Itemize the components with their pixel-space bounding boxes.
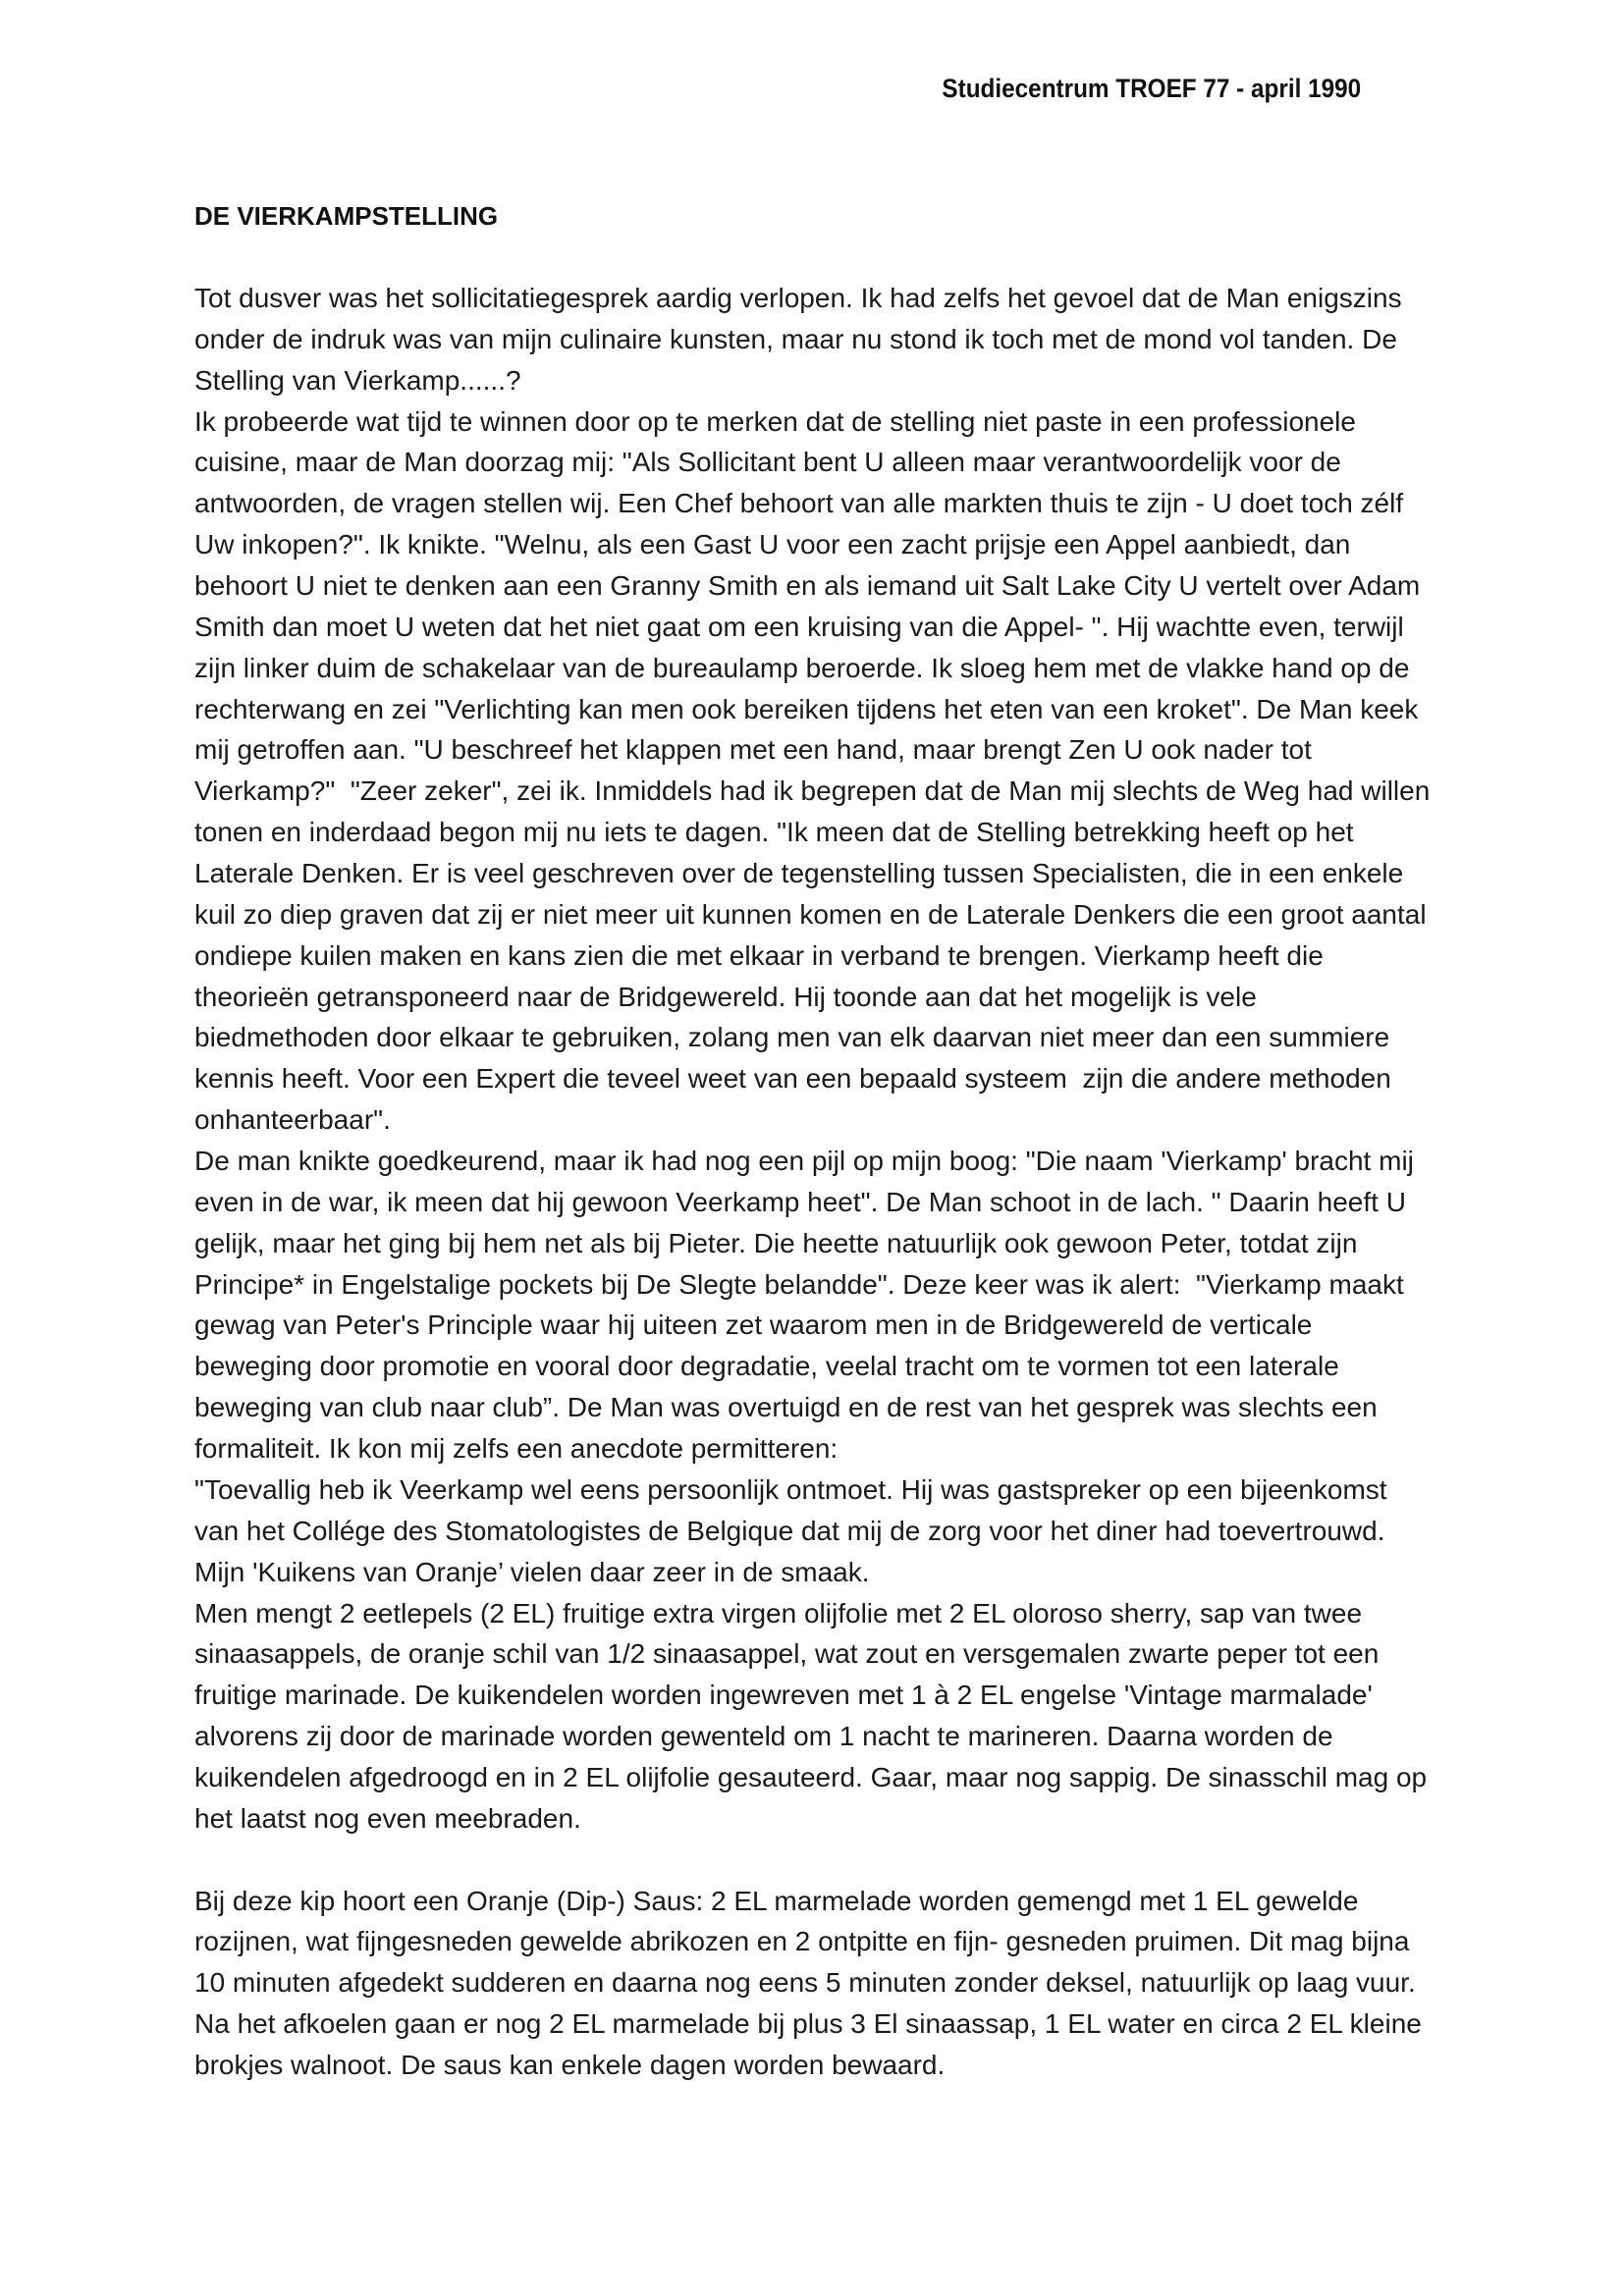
body-line: De man knikte goedkeurend, maar ik had nog een pijl op mijn boog: "Die naam 'Vierkamp' bracht mij: [194, 1146, 1414, 1177]
body-line: Bij deze kip hoort een Oranje (Dip-) Saus: 2 EL marmelade worden gemengd met 1 EL gewelde: [194, 1885, 1359, 1916]
body-line: kennis heeft. Voor een Expert die teveel weet van een bepaald systeem zijn die andere methoden: [194, 1063, 1391, 1095]
body-line: formaliteit. Ik kon mij zelfs een anecdote permitteren:: [194, 1433, 839, 1465]
paragraph-block-sauce: [194, 1881, 1430, 2086]
body-line: Stelling van Vierkamp......?: [194, 364, 521, 396]
body-line: Vierkamp?" "Zeer zeker", zei ik. Inmiddels had ik begrepen dat de Man mij slechts de Weg had willen: [194, 775, 1431, 807]
body-line: onder de indruk was van mijn culinaire kunsten, maar nu stond ik toch met de mond vol tanden. De: [194, 323, 1397, 354]
body-line: antwoorden, de vragen stellen wij. Een Chef behoort van alle markten thuis te zijn - U doet toch zélf: [194, 488, 1404, 519]
body-line: beweging door promotie en vooral door degradatie, veelal tracht om te vormen tot een laterale: [194, 1351, 1339, 1382]
body-line: het laatst nog even meebraden.: [194, 1802, 581, 1834]
body-line: cuisine, maar de Man doorzag mij: "Als Sollicitant bent U alleen maar verantwoordelijk voor de: [194, 447, 1341, 478]
paragraph-block-story: [194, 278, 1430, 1840]
body-line: kuikendelen afgedroogd en in 2 EL olijfolie gesauteerd. Gaar, maar nog sappig. De sinasschil mag op: [194, 1761, 1428, 1792]
body-line: fruitige marinade. De kuikendelen worden ingewreven met 1 à 2 EL engelse 'Vintage marmalade': [194, 1680, 1373, 1711]
body-line: brokjes walnoot. De saus kan enkele dagen worden bewaard.: [194, 2049, 946, 2080]
body-line: "Toevallig heb ik Veerkamp wel eens persoonlijk ontmoet. Hij was gastspreker op een bijeenkomst: [194, 1473, 1387, 1505]
body-line: Uw inkopen?". Ik knikte. "Welnu, als een Gast U voor een zacht prijsje een Appel aanbiedt, dan: [194, 529, 1351, 561]
body-line: mij getroffen aan. "U beschreef het klappen met een hand, maar brengt Zen U ook nader tot: [194, 734, 1312, 766]
body-line: sinaasappels, de oranje schil van 1/2 sinaasappel, wat zout en versgemalen zwarte peper tot een: [194, 1638, 1380, 1670]
body-line: Na het afkoelen gaan er nog 2 EL marmelade bij plus 3 El sinaassap, 1 EL water en circa 2 EL kleine: [194, 2008, 1422, 2040]
body-line: Laterale Denken. Er is veel geschreven over de tegenstelling tussen Specialisten, die in een enkele: [194, 858, 1404, 889]
body-line: gewag van Peter's Principle waar hij uiteen zet waarom men in de Bridgewereld de verticale: [194, 1309, 1313, 1341]
body-line: Smith dan moet U weten dat het niet gaat om een kruising van die Appel- ". Hij wachtte even, terwijl: [194, 611, 1404, 642]
body-line: theorieën getransponeerd naar de Bridgewereld. Hij toonde aan dat het mogelijk is vele: [194, 981, 1257, 1012]
body-line: van het Collége des Stomatologistes de Belgique dat mij de zorg voor het diner had toevertrouwd.: [194, 1515, 1385, 1546]
body-line: beweging van club naar club”. De Man was overtuigd en de rest van het gesprek was slechts een: [194, 1392, 1378, 1423]
body-line: zijn linker duim de schakelaar van de bureaulamp beroerde. Ik sloeg hem met de vlakke hand op de: [194, 652, 1410, 683]
body-line: kuil zo diep graven dat zij er niet meer uit kunnen komen en de Laterale Denkers die een groot aantal: [194, 898, 1427, 930]
body-line: onhanteerbaar".: [194, 1104, 391, 1136]
body-line: rechterwang en zei "Verlichting kan men ook bereiken tijdens het eten van een kroket". De Man keek: [194, 693, 1419, 724]
article-body: [194, 278, 1430, 2086]
body-line: biedmethoden door elkaar te gebruiken, zolang men van elk daarvan niet meer dan een summiere: [194, 1022, 1390, 1053]
page-title: DE VIERKAMPSTELLING: [194, 201, 499, 231]
body-line: Tot dusver was het sollicitatiegesprek aardig verlopen. Ik had zelfs het gevoel dat de Man enigszins: [194, 283, 1402, 313]
body-line: 10 minuten afgedekt sudderen en daarna nog eens 5 minuten zonder deksel, natuurlijk op laag vuur.: [194, 1967, 1416, 1999]
body-line: Mijn 'Kuikens van Oranje’ vielen daar zeer in de smaak.: [194, 1556, 870, 1587]
running-head: Studiecentrum TROEF 77 - april 1990: [942, 74, 1361, 103]
body-line: tonen en inderdaad begon mij nu iets te dagen. "Ik meen dat de Stelling betrekking heeft op het: [194, 817, 1354, 848]
body-line: ondiepe kuilen maken en kans zien die met elkaar in verband te brengen. Vierkamp heeft die: [194, 939, 1324, 971]
body-line: Men mengt 2 eetlepels (2 EL) fruitige extra virgen olijfolie met 2 EL oloroso sherry, sap van twee: [194, 1597, 1363, 1629]
body-line: Ik probeerde wat tijd te winnen door op te merken dat de stelling niet paste in een professionele: [194, 405, 1356, 437]
body-line: alvorens zij door de marinade worden gewenteld om 1 nacht te marineren. Daarna worden de: [194, 1721, 1333, 1752]
body-line: rozijnen, wat fijngesneden gewelde abrikozen en 2 ontpitte en fijn- gesneden pruimen. Dit mag bijna: [194, 1926, 1410, 1957]
body-line: Principe* in Engelstalige pockets bij De Slegte belandde". Deze keer was ik alert: "Vierkamp maakt: [194, 1268, 1404, 1300]
body-line: behoort U niet te denken aan een Granny Smith en als iemand uit Salt Lake City U vertelt over Adam: [194, 570, 1421, 602]
body-line: gelijk, maar het ging bij hem net als bij Pieter. Die heette natuurlijk ook gewoon Peter, totdat zijn: [194, 1227, 1358, 1258]
body-line: even in de war, ik meen dat hij gewoon Veerkamp heet". De Man schoot in de lach. " Daarin heeft U: [194, 1186, 1406, 1217]
